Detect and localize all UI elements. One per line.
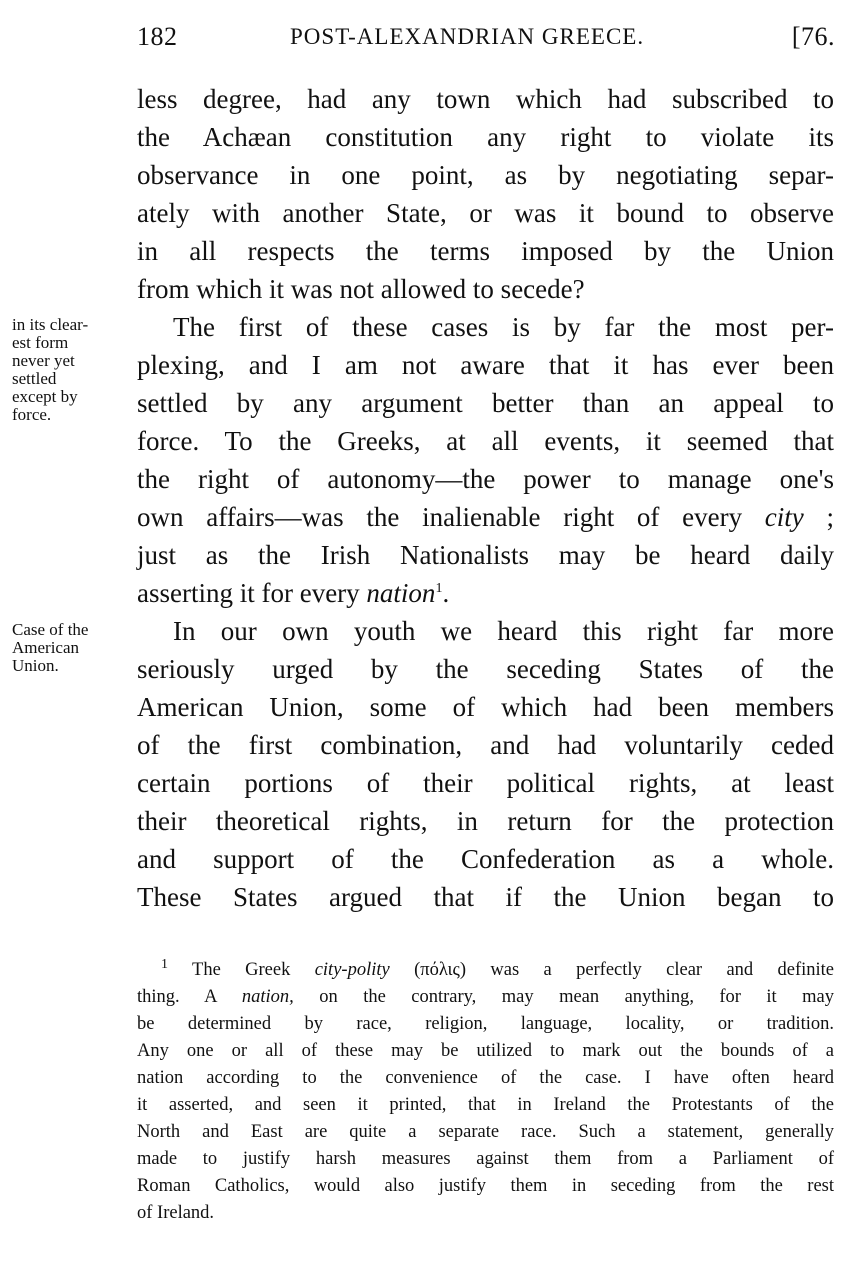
text-line: less degree, had any town which had subscribed to [137, 84, 834, 114]
text-line: seriously urged by the seceding States of the [137, 654, 834, 684]
footnote-number: 1 [161, 956, 168, 972]
text-segment: thing. A [137, 987, 217, 1007]
text-segment: (πόλις) was a perfectly clear and definite [414, 960, 835, 980]
text-line: American Union, some of which had been members [137, 692, 834, 722]
footnote-marker: 1 [435, 581, 443, 596]
text-line: plexing, and I am not aware that it has ever been [137, 350, 834, 380]
section-reference: [76. [791, 22, 835, 51]
text-segment: ; [826, 502, 835, 532]
emphasis-nation: nation [366, 578, 436, 608]
emphasis-city: city [764, 502, 804, 532]
footnote-line: of Ireland. [137, 1203, 215, 1223]
margin-note-american-union [12, 621, 132, 675]
margin-note-autonomy [12, 316, 132, 424]
text-line: force. To the Greeks, at all events, it seemed that [137, 426, 834, 456]
emphasis-city-polity: city-polity [314, 960, 390, 980]
footnote-line: Roman Catholics, would also justify them in seceding from the rest [137, 1176, 834, 1196]
footnote-line: be determined by race, religion, language, locality, or tradition. [137, 1014, 834, 1034]
text-line: These States argued that if the Union began to [137, 882, 834, 912]
text-line: in all respects the terms imposed by the Union [137, 236, 834, 266]
footnote-line: nation according to the convenience of the case. I have often heard [137, 1068, 834, 1088]
text-line: certain portions of their political rights, at least [137, 768, 834, 798]
text-line: observance in one point, as by negotiating separ- [137, 160, 834, 190]
text-line: from which it was not allowed to secede? [137, 274, 585, 304]
text-line: settled by any argument better than an appeal to [137, 388, 834, 418]
text-line: their theoretical rights, in return for the protection [137, 806, 834, 836]
margin-note-line: American [12, 638, 80, 657]
footnote-line [137, 957, 834, 984]
footnote-line: Any one or all of these may be utilized to mark out the bounds of a [137, 1041, 834, 1061]
margin-note-line: except by [12, 387, 78, 406]
margin-note-line: est form [12, 333, 69, 352]
text-line [137, 574, 834, 612]
text-line: and support of the Confederation as a whole. [137, 844, 834, 874]
text-line [137, 498, 834, 536]
text-line: the right of autonomy—the power to manage one's [137, 464, 834, 494]
text-segment: The Greek [192, 960, 291, 980]
text-line: just as the Irish Nationalists may be heard daily [137, 540, 834, 570]
body-text [137, 80, 834, 916]
text-line: ately with another State, or was it bound to observe [137, 198, 834, 228]
text-segment: asserting it for every [137, 578, 360, 608]
margin-note-line: Union. [12, 656, 59, 675]
text-line: the Achæan constitution any right to violate its [137, 122, 834, 152]
emphasis-nation: nation, [241, 987, 294, 1007]
margin-note-line: in its clear- [12, 315, 89, 334]
page-header [137, 22, 837, 56]
margin-note-line: Case of the [12, 620, 89, 639]
footnote-line [137, 984, 834, 1011]
footnote [137, 957, 834, 1227]
text-line: of the first combination, and had voluntarily ceded [137, 730, 834, 760]
text-line: In our own youth we heard this right far more [173, 616, 834, 646]
margin-note-line: force. [12, 405, 52, 424]
page-number: 182 [137, 22, 178, 51]
text-segment: on the contrary, may mean anything, for it may [319, 987, 835, 1007]
footnote-line: North and East are quite a separate race. Such a statement, generally [137, 1122, 834, 1142]
text-line: The first of these cases is by far the most per- [173, 312, 834, 342]
text-segment: . [442, 578, 450, 608]
margin-note-line: never yet [12, 351, 75, 370]
margin-note-line: settled [12, 369, 57, 388]
text-segment: own affairs—was the inalienable right of every [137, 502, 743, 532]
footnote-line: it asserted, and seen it printed, that in Ireland the Protestants of the [137, 1095, 834, 1115]
footnote-line: made to justify harsh measures against them from a Parliament of [137, 1149, 834, 1169]
running-head: POST-ALEXANDRIAN GREECE. [290, 24, 645, 49]
